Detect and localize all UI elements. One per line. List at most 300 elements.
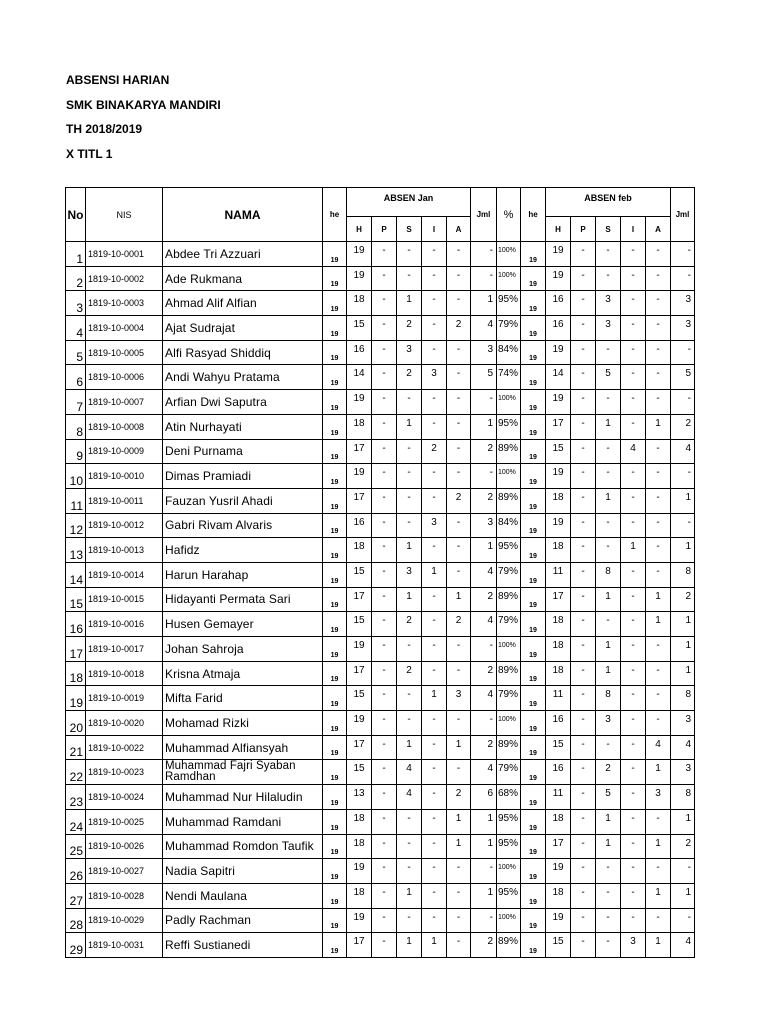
feb-h: 19 bbox=[546, 242, 571, 267]
student-nis: 1819-10-0009 bbox=[86, 439, 163, 464]
student-name bbox=[163, 809, 323, 834]
student-nis: 1819-10-0018 bbox=[86, 661, 163, 686]
table-row bbox=[66, 637, 695, 662]
row-number: 9 bbox=[66, 439, 86, 464]
jan-h: 19 bbox=[347, 390, 372, 415]
header-he-jan: he bbox=[323, 188, 347, 242]
row-number: 10 bbox=[66, 464, 86, 489]
table-row bbox=[66, 390, 695, 415]
student-nis: 1819-10-0008 bbox=[86, 414, 163, 439]
title-class: X TITL 1 bbox=[66, 146, 113, 161]
feb-a: 1 bbox=[646, 834, 671, 859]
feb-p: - bbox=[571, 661, 596, 686]
jan-i: - bbox=[422, 908, 447, 933]
he-feb: 19 bbox=[521, 637, 546, 662]
jml-feb: 3 bbox=[671, 291, 695, 316]
student-name-text: Nadia Sapitri bbox=[165, 864, 236, 879]
jml-feb: 1 bbox=[671, 809, 695, 834]
student-nis: 1819-10-0003 bbox=[86, 291, 163, 316]
table-row bbox=[66, 711, 695, 736]
feb-s: 1 bbox=[596, 488, 621, 513]
jan-s: - bbox=[397, 464, 422, 489]
feb-h: 17 bbox=[546, 587, 571, 612]
feb-p: - bbox=[571, 859, 596, 884]
feb-i: - bbox=[621, 316, 646, 341]
student-nis: 1819-10-0007 bbox=[86, 390, 163, 415]
feb-a: 4 bbox=[646, 735, 671, 760]
jml-feb: 8 bbox=[671, 785, 695, 810]
jan-i: - bbox=[422, 834, 447, 859]
feb-s: - bbox=[596, 883, 621, 908]
feb-i: - bbox=[621, 809, 646, 834]
jml-feb: - bbox=[671, 266, 695, 291]
percent: 95% bbox=[497, 883, 521, 908]
row-number: 4 bbox=[66, 316, 86, 341]
jan-s: 3 bbox=[397, 340, 422, 365]
jan-s: - bbox=[397, 711, 422, 736]
feb-i: - bbox=[621, 785, 646, 810]
jan-p: - bbox=[372, 686, 397, 711]
jml-feb: 5 bbox=[671, 365, 695, 390]
he-feb: 19 bbox=[521, 711, 546, 736]
he-jan: 19 bbox=[323, 464, 347, 489]
he-feb: 19 bbox=[521, 242, 546, 267]
jan-h: 19 bbox=[347, 464, 372, 489]
student-nis: 1819-10-0029 bbox=[86, 908, 163, 933]
table-row bbox=[66, 735, 695, 760]
jan-h: 17 bbox=[347, 735, 372, 760]
he-jan: 19 bbox=[323, 809, 347, 834]
he-feb: 19 bbox=[521, 834, 546, 859]
jan-a: 2 bbox=[447, 488, 471, 513]
feb-p: - bbox=[571, 686, 596, 711]
feb-i: - bbox=[621, 686, 646, 711]
table-row bbox=[66, 661, 695, 686]
student-name-text: Hafidz bbox=[165, 543, 200, 558]
jan-i: - bbox=[422, 340, 447, 365]
student-name bbox=[163, 439, 323, 464]
student-name bbox=[163, 266, 323, 291]
feb-h: 18 bbox=[546, 809, 571, 834]
he-feb: 19 bbox=[521, 612, 546, 637]
feb-h: 16 bbox=[546, 316, 571, 341]
table-row bbox=[66, 686, 695, 711]
header-jan-i: I bbox=[422, 217, 447, 242]
feb-a: 1 bbox=[646, 760, 671, 785]
jan-s: 1 bbox=[397, 414, 422, 439]
feb-h: 18 bbox=[546, 488, 571, 513]
row-number: 15 bbox=[66, 587, 86, 612]
jan-a: 1 bbox=[447, 735, 471, 760]
row-number: 29 bbox=[66, 933, 86, 958]
jan-h: 17 bbox=[347, 439, 372, 464]
feb-p: - bbox=[571, 316, 596, 341]
feb-p: - bbox=[571, 562, 596, 587]
jan-p: - bbox=[372, 340, 397, 365]
feb-p: - bbox=[571, 908, 596, 933]
he-feb: 19 bbox=[521, 661, 546, 686]
feb-p: - bbox=[571, 266, 596, 291]
feb-i: 1 bbox=[621, 538, 646, 563]
student-nis: 1819-10-0011 bbox=[86, 488, 163, 513]
jan-a: 3 bbox=[447, 686, 471, 711]
percent: 79% bbox=[497, 760, 521, 785]
feb-a: 1 bbox=[646, 587, 671, 612]
jan-a: - bbox=[447, 266, 471, 291]
jan-h: 19 bbox=[347, 859, 372, 884]
jan-i: - bbox=[422, 883, 447, 908]
jan-h: 15 bbox=[347, 316, 372, 341]
row-number: 28 bbox=[66, 908, 86, 933]
student-name bbox=[163, 711, 323, 736]
he-jan: 19 bbox=[323, 587, 347, 612]
feb-h: 15 bbox=[546, 439, 571, 464]
header-jml-feb: Jml bbox=[671, 188, 695, 242]
jan-p: - bbox=[372, 933, 397, 958]
feb-s: - bbox=[596, 513, 621, 538]
student-name bbox=[163, 316, 323, 341]
feb-h: 17 bbox=[546, 414, 571, 439]
he-feb: 19 bbox=[521, 587, 546, 612]
jan-i: 3 bbox=[422, 513, 447, 538]
feb-s: - bbox=[596, 908, 621, 933]
jan-s: 1 bbox=[397, 538, 422, 563]
feb-s: 8 bbox=[596, 562, 621, 587]
feb-s: 3 bbox=[596, 316, 621, 341]
he-jan: 19 bbox=[323, 735, 347, 760]
student-nis: 1819-10-0019 bbox=[86, 686, 163, 711]
jan-i: - bbox=[422, 711, 447, 736]
jan-a: - bbox=[447, 933, 471, 958]
percent: 89% bbox=[497, 735, 521, 760]
feb-a: - bbox=[646, 266, 671, 291]
jml-jan: 4 bbox=[471, 612, 497, 637]
jan-i: - bbox=[422, 612, 447, 637]
feb-i: - bbox=[621, 760, 646, 785]
jan-a: - bbox=[447, 908, 471, 933]
table-row bbox=[66, 538, 695, 563]
jan-s: 3 bbox=[397, 562, 422, 587]
row-number: 13 bbox=[66, 538, 86, 563]
jan-a: - bbox=[447, 661, 471, 686]
feb-s: 3 bbox=[596, 711, 621, 736]
feb-h: 18 bbox=[546, 538, 571, 563]
jan-i: - bbox=[422, 464, 447, 489]
student-name-text: Reffi Sustianedi bbox=[165, 938, 251, 953]
jan-a: - bbox=[447, 340, 471, 365]
percent: 95% bbox=[497, 538, 521, 563]
jan-i: - bbox=[422, 414, 447, 439]
row-number: 19 bbox=[66, 686, 86, 711]
jan-i: - bbox=[422, 538, 447, 563]
he-feb: 19 bbox=[521, 316, 546, 341]
jan-s: - bbox=[397, 637, 422, 662]
percent: 84% bbox=[497, 340, 521, 365]
jan-i: - bbox=[422, 859, 447, 884]
percent: 89% bbox=[497, 488, 521, 513]
feb-p: - bbox=[571, 711, 596, 736]
jml-jan: 2 bbox=[471, 735, 497, 760]
feb-i: - bbox=[621, 859, 646, 884]
jan-h: 19 bbox=[347, 711, 372, 736]
feb-h: 11 bbox=[546, 562, 571, 587]
student-name bbox=[163, 760, 323, 785]
student-nis: 1819-10-0014 bbox=[86, 562, 163, 587]
student-name-text: Krisna Atmaja bbox=[165, 666, 241, 681]
jan-a: - bbox=[447, 365, 471, 390]
jan-i: - bbox=[422, 266, 447, 291]
feb-a: - bbox=[646, 488, 671, 513]
jml-jan: 2 bbox=[471, 933, 497, 958]
title-absensi: ABSENSI HARIAN bbox=[66, 73, 170, 87]
percent: 89% bbox=[497, 933, 521, 958]
jan-i: - bbox=[422, 488, 447, 513]
feb-s: - bbox=[596, 859, 621, 884]
feb-s: - bbox=[596, 242, 621, 267]
student-name bbox=[163, 587, 323, 612]
jml-jan: - bbox=[471, 908, 497, 933]
jan-i: - bbox=[422, 809, 447, 834]
jan-s: - bbox=[397, 439, 422, 464]
jan-s: 1 bbox=[397, 291, 422, 316]
jml-feb: 1 bbox=[671, 637, 695, 662]
row-number: 24 bbox=[66, 809, 86, 834]
jan-h: 18 bbox=[347, 538, 372, 563]
table-row bbox=[66, 587, 695, 612]
percent: 89% bbox=[497, 439, 521, 464]
jan-s: - bbox=[397, 488, 422, 513]
he-jan: 19 bbox=[323, 291, 347, 316]
he-jan: 19 bbox=[323, 242, 347, 267]
feb-i: - bbox=[621, 612, 646, 637]
student-nis: 1819-10-0027 bbox=[86, 859, 163, 884]
feb-h: 11 bbox=[546, 785, 571, 810]
he-jan: 19 bbox=[323, 538, 347, 563]
he-jan: 19 bbox=[323, 562, 347, 587]
header-feb-h: H bbox=[546, 217, 571, 242]
jan-i: - bbox=[422, 587, 447, 612]
feb-a: - bbox=[646, 291, 671, 316]
jan-h: 17 bbox=[347, 933, 372, 958]
he-feb: 19 bbox=[521, 908, 546, 933]
jml-jan: 4 bbox=[471, 316, 497, 341]
percent: 100% bbox=[497, 908, 521, 933]
jml-jan: 1 bbox=[471, 834, 497, 859]
jml-jan: - bbox=[471, 266, 497, 291]
percent: 79% bbox=[497, 316, 521, 341]
student-name bbox=[163, 390, 323, 415]
feb-p: - bbox=[571, 883, 596, 908]
student-name-text: Mohamad Rizki bbox=[165, 715, 249, 730]
table-row bbox=[66, 439, 695, 464]
feb-i: - bbox=[621, 464, 646, 489]
jan-p: - bbox=[372, 859, 397, 884]
jan-a: - bbox=[447, 562, 471, 587]
percent: 100% bbox=[497, 637, 521, 662]
feb-h: 17 bbox=[546, 834, 571, 859]
feb-s: 3 bbox=[596, 291, 621, 316]
jan-h: 15 bbox=[347, 760, 372, 785]
jan-s: - bbox=[397, 834, 422, 859]
feb-p: - bbox=[571, 340, 596, 365]
he-feb: 19 bbox=[521, 488, 546, 513]
table-row bbox=[66, 488, 695, 513]
feb-p: - bbox=[571, 785, 596, 810]
jan-a: - bbox=[447, 439, 471, 464]
feb-a: - bbox=[646, 686, 671, 711]
feb-p: - bbox=[571, 242, 596, 267]
jml-jan: 1 bbox=[471, 291, 497, 316]
student-nis: 1819-10-0022 bbox=[86, 735, 163, 760]
feb-h: 11 bbox=[546, 686, 571, 711]
feb-a: - bbox=[646, 637, 671, 662]
jml-feb: 1 bbox=[671, 488, 695, 513]
header-nis: NIS bbox=[86, 188, 163, 242]
student-name-text: Padly Rachman bbox=[165, 913, 252, 928]
jan-p: - bbox=[372, 735, 397, 760]
title-school: SMK BINAKARYA MANDIRI bbox=[66, 97, 221, 112]
jan-s: - bbox=[397, 908, 422, 933]
feb-i: - bbox=[621, 242, 646, 267]
jan-i: - bbox=[422, 785, 447, 810]
student-name bbox=[163, 538, 323, 563]
student-nis: 1819-10-0006 bbox=[86, 365, 163, 390]
feb-p: - bbox=[571, 538, 596, 563]
jan-h: 19 bbox=[347, 908, 372, 933]
jan-s: - bbox=[397, 859, 422, 884]
percent: 100% bbox=[497, 266, 521, 291]
jan-i: - bbox=[422, 291, 447, 316]
row-number: 22 bbox=[66, 760, 86, 785]
row-number: 12 bbox=[66, 513, 86, 538]
feb-s: 2 bbox=[596, 760, 621, 785]
header-feb-a: A bbox=[646, 217, 671, 242]
feb-h: 18 bbox=[546, 637, 571, 662]
row-number: 21 bbox=[66, 735, 86, 760]
feb-i: - bbox=[621, 562, 646, 587]
feb-a: - bbox=[646, 390, 671, 415]
he-jan: 19 bbox=[323, 390, 347, 415]
jml-feb: 3 bbox=[671, 760, 695, 785]
jan-s: 2 bbox=[397, 365, 422, 390]
student-name-text: Muhammad Romdon Taufik bbox=[165, 839, 314, 854]
jan-i: - bbox=[422, 316, 447, 341]
jan-a: 2 bbox=[447, 785, 471, 810]
feb-h: 18 bbox=[546, 612, 571, 637]
table-row bbox=[66, 464, 695, 489]
jan-h: 19 bbox=[347, 266, 372, 291]
jan-a: - bbox=[447, 464, 471, 489]
he-jan: 19 bbox=[323, 785, 347, 810]
feb-i: - bbox=[621, 587, 646, 612]
he-jan: 19 bbox=[323, 340, 347, 365]
he-jan: 19 bbox=[323, 316, 347, 341]
feb-a: - bbox=[646, 242, 671, 267]
student-name-text: Nendi Maulana bbox=[165, 888, 248, 903]
jan-a: - bbox=[447, 390, 471, 415]
feb-h: 18 bbox=[546, 883, 571, 908]
student-name-text: Fauzan Yusril Ahadi bbox=[165, 493, 273, 508]
jml-feb: 2 bbox=[671, 834, 695, 859]
header-jan-p: P bbox=[372, 217, 397, 242]
header-jml-jan: Jml bbox=[471, 188, 497, 242]
row-number: 17 bbox=[66, 637, 86, 662]
student-name bbox=[163, 661, 323, 686]
feb-p: - bbox=[571, 439, 596, 464]
feb-s: - bbox=[596, 735, 621, 760]
feb-h: 19 bbox=[546, 513, 571, 538]
feb-h: 19 bbox=[546, 340, 571, 365]
feb-i: - bbox=[621, 661, 646, 686]
jan-h: 19 bbox=[347, 637, 372, 662]
student-nis: 1819-10-0023 bbox=[86, 760, 163, 785]
jml-feb: 1 bbox=[671, 883, 695, 908]
jml-jan: - bbox=[471, 390, 497, 415]
he-feb: 19 bbox=[521, 390, 546, 415]
he-feb: 19 bbox=[521, 859, 546, 884]
he-jan: 19 bbox=[323, 612, 347, 637]
feb-h: 15 bbox=[546, 933, 571, 958]
student-name-text: Andi Wahyu Pratama bbox=[165, 370, 280, 385]
percent: 95% bbox=[497, 414, 521, 439]
header-he-feb: he bbox=[521, 188, 546, 242]
student-name bbox=[163, 513, 323, 538]
header-no: No bbox=[66, 188, 86, 242]
student-name-text: Gabri Rivam Alvaris bbox=[165, 518, 273, 533]
feb-h: 15 bbox=[546, 735, 571, 760]
he-feb: 19 bbox=[521, 538, 546, 563]
student-name-text: Ade Rukmana bbox=[165, 271, 243, 286]
feb-p: - bbox=[571, 513, 596, 538]
jan-a: 1 bbox=[447, 834, 471, 859]
jan-a: 2 bbox=[447, 316, 471, 341]
jml-feb: 1 bbox=[671, 612, 695, 637]
feb-a: 1 bbox=[646, 414, 671, 439]
jan-p: - bbox=[372, 785, 397, 810]
jan-p: - bbox=[372, 538, 397, 563]
feb-i: - bbox=[621, 711, 646, 736]
jan-p: - bbox=[372, 316, 397, 341]
he-jan: 19 bbox=[323, 637, 347, 662]
feb-p: - bbox=[571, 637, 596, 662]
feb-i: - bbox=[621, 637, 646, 662]
he-jan: 19 bbox=[323, 834, 347, 859]
jan-p: - bbox=[372, 637, 397, 662]
jan-s: 4 bbox=[397, 760, 422, 785]
row-number: 18 bbox=[66, 661, 86, 686]
jan-a: - bbox=[447, 859, 471, 884]
jan-h: 18 bbox=[347, 291, 372, 316]
student-name bbox=[163, 488, 323, 513]
header-feb-i: I bbox=[621, 217, 646, 242]
jan-s: - bbox=[397, 686, 422, 711]
feb-a: - bbox=[646, 711, 671, 736]
jml-feb: 2 bbox=[671, 414, 695, 439]
table-row bbox=[66, 760, 695, 785]
jml-feb: - bbox=[671, 340, 695, 365]
percent: 100% bbox=[497, 711, 521, 736]
student-name bbox=[163, 637, 323, 662]
jan-h: 15 bbox=[347, 562, 372, 587]
row-number: 1 bbox=[66, 242, 86, 267]
feb-p: - bbox=[571, 760, 596, 785]
he-jan: 19 bbox=[323, 686, 347, 711]
jan-s: - bbox=[397, 242, 422, 267]
he-feb: 19 bbox=[521, 291, 546, 316]
feb-i: - bbox=[621, 390, 646, 415]
jan-s: 1 bbox=[397, 883, 422, 908]
feb-s: - bbox=[596, 439, 621, 464]
